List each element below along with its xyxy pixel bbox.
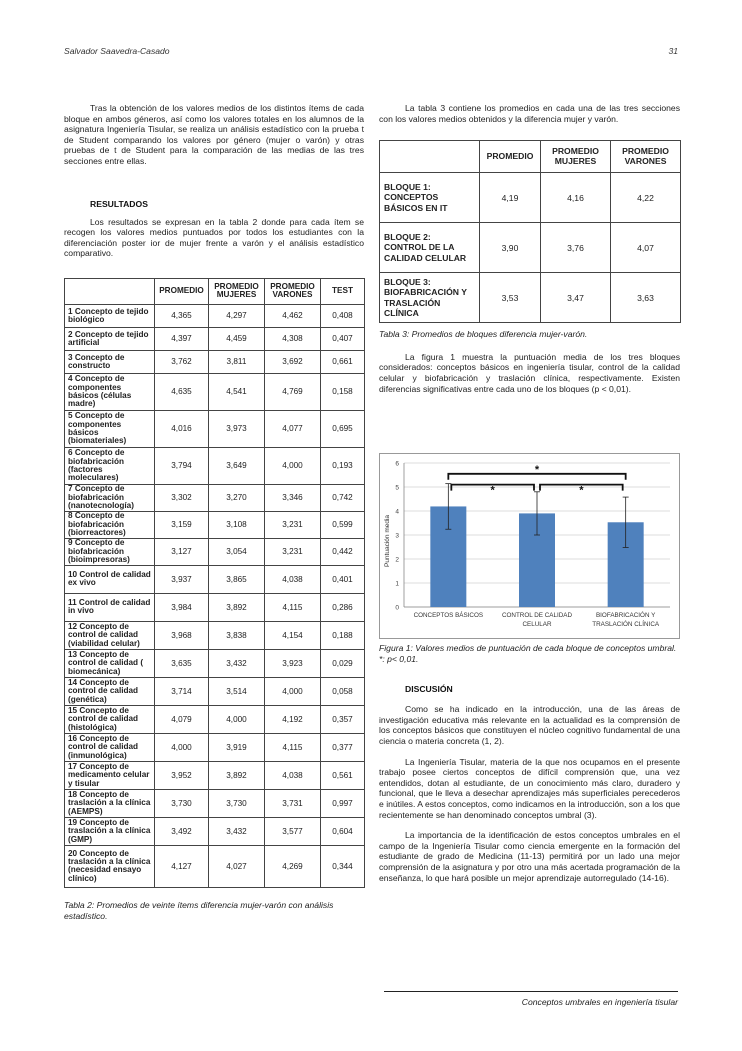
table2-cell-test: 0,661 bbox=[321, 350, 365, 373]
table2-row bbox=[65, 484, 365, 511]
discussion-paragraph-3: La importancia de la identificación de estos conceptos umbrales en el campo de la Ingeniería Tisular como ciencia emergente en la formación del estudiante de grado de Medicina (11-13) permitirá por un lado una mejor comprensión de la asignatura y por otro una más acertada programación de la enseñanza, lo que hará posible un mejor aprendizaje autorregulado (14-16). bbox=[379, 830, 680, 883]
results-heading: RESULTADOS bbox=[90, 198, 148, 209]
table2-cell-promedio: 3,984 bbox=[155, 593, 209, 621]
table3-row bbox=[380, 223, 681, 273]
table2-cell-mujeres: 3,514 bbox=[209, 677, 265, 705]
table2-cell-mujeres: 3,838 bbox=[209, 621, 265, 649]
table2-item-label: 3 Concepto de constructo bbox=[65, 350, 155, 373]
table2-row bbox=[65, 621, 365, 649]
left-column bbox=[64, 103, 364, 921]
table3-header-promedio: PROMEDIO bbox=[480, 141, 541, 173]
table2-cell-varones: 4,077 bbox=[265, 410, 321, 447]
table2-cell-mujeres: 4,027 bbox=[209, 845, 265, 887]
table2-cell-promedio: 4,079 bbox=[155, 705, 209, 733]
table2-item-label: 8 Concepto de biofabricación (biorreactores) bbox=[65, 511, 155, 538]
table2-cell-promedio: 4,365 bbox=[155, 304, 209, 327]
table2-item-label: 10 Control de calidad ex vivo bbox=[65, 565, 155, 593]
table2-cell-varones: 4,769 bbox=[265, 373, 321, 410]
table-3 bbox=[379, 140, 681, 323]
table2-item-label: 17 Concepto de medicamento celular y tisular bbox=[65, 761, 155, 789]
table2-cell-varones: 3,692 bbox=[265, 350, 321, 373]
table2-cell-test: 0,058 bbox=[321, 677, 365, 705]
table2-header-test: TEST bbox=[321, 278, 365, 304]
table2-cell-test: 0,407 bbox=[321, 327, 365, 350]
table2-cell-promedio: 3,159 bbox=[155, 511, 209, 538]
table3-header-empty bbox=[380, 141, 480, 173]
y-tick-label: 1 bbox=[395, 580, 399, 588]
table2-cell-varones: 3,731 bbox=[265, 789, 321, 817]
table2-cell-test: 0,599 bbox=[321, 511, 365, 538]
significance-asterisk: * bbox=[579, 484, 584, 497]
table2-cell-promedio: 3,968 bbox=[155, 621, 209, 649]
table2-row bbox=[65, 538, 365, 565]
table3-caption: Tabla 3: Promedios de bloques diferencia mujer-varón. bbox=[379, 329, 588, 340]
discussion-heading: DISCUSIÓN bbox=[405, 684, 453, 695]
table2-row bbox=[65, 304, 365, 327]
right-column bbox=[379, 103, 680, 883]
table3-block-label: BLOQUE 2: CONTROL DE LA CALIDAD CELULAR bbox=[380, 223, 480, 273]
table2-row bbox=[65, 373, 365, 410]
table2-row bbox=[65, 593, 365, 621]
x-category-label: CELULAR bbox=[522, 621, 552, 628]
table2-cell-test: 0,158 bbox=[321, 373, 365, 410]
table2-row bbox=[65, 327, 365, 350]
table2-cell-mujeres: 3,270 bbox=[209, 484, 265, 511]
table2-cell-promedio: 4,000 bbox=[155, 733, 209, 761]
x-category-label: BIOFABRICACIÓN Y bbox=[595, 612, 656, 619]
table2-cell-mujeres: 3,432 bbox=[209, 817, 265, 845]
table3-header-mujeres: PROMEDIO MUJERES bbox=[541, 141, 611, 173]
table2-row bbox=[65, 817, 365, 845]
table2-item-label: 18 Concepto de traslación a la clínica (AEMPS) bbox=[65, 789, 155, 817]
figure1-caption: Figura 1: Valores medios de puntuación de cada bloque de conceptos umbral. *: p< 0,01. bbox=[379, 643, 677, 664]
page-number: 31 bbox=[668, 46, 678, 56]
table2-cell-mujeres: 3,892 bbox=[209, 593, 265, 621]
discussion-paragraph-2: La Ingeniería Tisular, materia de la que nos ocupamos en el presente trabajo posee ciertos conceptos de difícil comprensión que, una vez entendidos, dotan al estudiante, de un conocimiento más claro, duradero y funcional, que le lleva a desechar aprendizajes más superficiales perecederos e inútiles. A estos conceptos, como indicamos en la introducción, son a los que recientemente se han denominado conceptos umbral (3). bbox=[379, 756, 680, 820]
y-tick-label: 3 bbox=[395, 532, 399, 540]
table2-cell-test: 0,029 bbox=[321, 649, 365, 677]
table2-cell-promedio: 3,635 bbox=[155, 649, 209, 677]
table2-caption: Tabla 2: Promedios de veinte ítems diferencia mujer-varón con análisis estadístico. bbox=[64, 899, 334, 921]
table2-cell-promedio: 3,730 bbox=[155, 789, 209, 817]
table3-intro-paragraph: La tabla 3 contiene los promedios en cada una de las tres secciones con los valores medios obtenidos y la diferencia mujer y varón. bbox=[379, 103, 680, 124]
table2-cell-promedio: 3,492 bbox=[155, 817, 209, 845]
table2-cell-mujeres: 3,649 bbox=[209, 447, 265, 484]
table3-row bbox=[380, 273, 681, 323]
table2-cell-test: 0,604 bbox=[321, 817, 365, 845]
table2-cell-varones: 3,346 bbox=[265, 484, 321, 511]
table2-cell-promedio: 4,016 bbox=[155, 410, 209, 447]
table2-row bbox=[65, 705, 365, 733]
bar-chart-svg bbox=[380, 454, 679, 638]
table2-cell-varones: 4,308 bbox=[265, 327, 321, 350]
y-tick-label: 2 bbox=[395, 556, 399, 564]
table2-cell-test: 0,188 bbox=[321, 621, 365, 649]
table2-cell-promedio: 3,127 bbox=[155, 538, 209, 565]
table2-row bbox=[65, 761, 365, 789]
table2-cell-promedio: 4,127 bbox=[155, 845, 209, 887]
table2-item-label: 4 Concepto de componentes básicos (células madre) bbox=[65, 373, 155, 410]
table2-item-label: 6 Concepto de biofabricación (factores moleculares) bbox=[65, 447, 155, 484]
table2-cell-promedio: 3,762 bbox=[155, 350, 209, 373]
table2-cell-test: 0,286 bbox=[321, 593, 365, 621]
table2-cell-promedio: 3,952 bbox=[155, 761, 209, 789]
table2-row bbox=[65, 733, 365, 761]
table2-row bbox=[65, 410, 365, 447]
table2-cell-test: 0,742 bbox=[321, 484, 365, 511]
table2-cell-test: 0,377 bbox=[321, 733, 365, 761]
table2-cell-mujeres: 3,730 bbox=[209, 789, 265, 817]
table2-cell-test: 0,408 bbox=[321, 304, 365, 327]
table2-item-label: 19 Concepto de traslación a la clínica (GMP) bbox=[65, 817, 155, 845]
table2-row bbox=[65, 565, 365, 593]
table2-cell-varones: 4,000 bbox=[265, 447, 321, 484]
table2-cell-mujeres: 3,919 bbox=[209, 733, 265, 761]
table3-cell-promedio: 3,53 bbox=[480, 273, 541, 323]
table2-item-label: 11 Control de calidad in vivo bbox=[65, 593, 155, 621]
y-axis-label: Puntuación media bbox=[384, 514, 391, 568]
table2-cell-test: 0,561 bbox=[321, 761, 365, 789]
table3-cell-varones: 4,07 bbox=[611, 223, 681, 273]
table2-cell-promedio: 3,794 bbox=[155, 447, 209, 484]
table2-cell-promedio: 3,937 bbox=[155, 565, 209, 593]
table3-cell-mujeres: 4,16 bbox=[541, 173, 611, 223]
discussion-paragraph-1: Como se ha indicado en la introducción, una de las áreas de investigación educativa más relevante en la actualidad es la comprensión de los conceptos básicos que constituyen el núcleo cognitivo fundamental de una ciencia o materia concreta (1, 2). bbox=[379, 704, 680, 746]
table2-row bbox=[65, 447, 365, 484]
table2-item-label: 7 Concepto de biofabricación (nanotecnología) bbox=[65, 484, 155, 511]
y-tick-label: 6 bbox=[395, 460, 399, 468]
table3-cell-varones: 3,63 bbox=[611, 273, 681, 323]
figure-intro-paragraph: La figura 1 muestra la puntuación media de los tres bloques considerados: conceptos básicos en ingeniería tisular, control de la calidad celular y biofabricación y traslación clínica, respectivamente. Existen diferencias significativas entre cada uno de los bloques (p < 0,01). bbox=[379, 351, 680, 394]
table2-cell-promedio: 3,302 bbox=[155, 484, 209, 511]
table2-cell-varones: 4,154 bbox=[265, 621, 321, 649]
table2-header-empty bbox=[65, 278, 155, 304]
table2-cell-varones: 4,115 bbox=[265, 733, 321, 761]
table3-block-label: BLOQUE 1: CONCEPTOS BÁSICOS EN IT bbox=[380, 173, 480, 223]
table-2 bbox=[64, 278, 365, 888]
significance-asterisk: * bbox=[490, 484, 495, 497]
footer-rule bbox=[384, 991, 678, 992]
table2-cell-varones: 4,462 bbox=[265, 304, 321, 327]
table3-cell-promedio: 3,90 bbox=[480, 223, 541, 273]
table3-cell-varones: 4,22 bbox=[611, 173, 681, 223]
table2-item-label: 5 Concepto de componentes básicos (biomateriales) bbox=[65, 410, 155, 447]
table2-cell-varones: 4,192 bbox=[265, 705, 321, 733]
table2-cell-test: 0,344 bbox=[321, 845, 365, 887]
table2-cell-test: 0,997 bbox=[321, 789, 365, 817]
intro-paragraph: Tras la obtención de los valores medios de los distintos ítems de cada bloque en ambos géneros, así como los valores totales en los alumnos de la asignatura Ingeniería Tisular, se realiza un análisis estadístico con la prueba t de Student comparando los valores por género (mujer o varón) y otras pruebas de t de Student para la comparación de las medias de las tres secciones entre ellas. bbox=[64, 103, 364, 166]
x-category-label: TRASLACIÓN CLÍNICA bbox=[592, 621, 660, 628]
y-tick-label: 0 bbox=[395, 604, 399, 612]
table2-row bbox=[65, 511, 365, 538]
table2-row bbox=[65, 649, 365, 677]
table2-row bbox=[65, 845, 365, 887]
x-category-label: CONCEPTOS BÁSICOS bbox=[413, 612, 484, 619]
table2-item-label: 20 Concepto de traslación a la clínica (necesidad ensayo clínico) bbox=[65, 845, 155, 887]
table2-cell-promedio: 4,397 bbox=[155, 327, 209, 350]
table2-cell-varones: 3,231 bbox=[265, 511, 321, 538]
table3-cell-promedio: 4,19 bbox=[480, 173, 541, 223]
table2-cell-test: 0,357 bbox=[321, 705, 365, 733]
table2-row bbox=[65, 677, 365, 705]
table2-cell-mujeres: 3,432 bbox=[209, 649, 265, 677]
table2-cell-test: 0,401 bbox=[321, 565, 365, 593]
results-paragraph: Los resultados se expresan en la tabla 2 donde para cada ítem se recogen los valores medios puntuados por todos los estudiantes con la diferenciación poster ior de mujer frente a varón y el análisis estadístico comparativo. bbox=[64, 216, 364, 259]
table2-cell-mujeres: 4,000 bbox=[209, 705, 265, 733]
footer-running-title: Conceptos umbrales en ingeniería tisular bbox=[521, 997, 678, 1007]
table2-cell-test: 0,442 bbox=[321, 538, 365, 565]
table2-cell-mujeres: 3,865 bbox=[209, 565, 265, 593]
table2-cell-mujeres: 3,054 bbox=[209, 538, 265, 565]
table2-item-label: 1 Concepto de tejido biológico bbox=[65, 304, 155, 327]
table2-cell-mujeres: 4,541 bbox=[209, 373, 265, 410]
table2-cell-varones: 4,000 bbox=[265, 677, 321, 705]
table2-cell-mujeres: 3,892 bbox=[209, 761, 265, 789]
table2-row bbox=[65, 789, 365, 817]
table2-cell-mujeres: 4,297 bbox=[209, 304, 265, 327]
table2-cell-mujeres: 3,811 bbox=[209, 350, 265, 373]
table2-cell-varones: 4,038 bbox=[265, 761, 321, 789]
table2-cell-test: 0,695 bbox=[321, 410, 365, 447]
table2-cell-test: 0,193 bbox=[321, 447, 365, 484]
table2-header-varones: PROMEDIO VARONES bbox=[265, 278, 321, 304]
x-category-label: CONTROL DE CALIDAD bbox=[501, 612, 573, 619]
figure-1-chart bbox=[379, 453, 680, 639]
significance-asterisk: * bbox=[534, 463, 540, 476]
table2-cell-varones: 4,269 bbox=[265, 845, 321, 887]
table2-cell-mujeres: 4,459 bbox=[209, 327, 265, 350]
table2-row bbox=[65, 350, 365, 373]
table3-cell-mujeres: 3,76 bbox=[541, 223, 611, 273]
table3-row bbox=[380, 173, 681, 223]
table2-cell-varones: 3,231 bbox=[265, 538, 321, 565]
table2-cell-varones: 4,038 bbox=[265, 565, 321, 593]
y-tick-label: 5 bbox=[395, 484, 399, 492]
table2-cell-varones: 3,577 bbox=[265, 817, 321, 845]
running-header-author: Salvador Saavedra-Casado bbox=[64, 46, 170, 56]
table2-header-mujeres: PROMEDIO MUJERES bbox=[209, 278, 265, 304]
table2-item-label: 16 Concepto de control de calidad (inmunológica) bbox=[65, 733, 155, 761]
table2-item-label: 15 Concepto de control de calidad (histológica) bbox=[65, 705, 155, 733]
table2-item-label: 2 Concepto de tejido artificial bbox=[65, 327, 155, 350]
table2-item-label: 9 Concepto de biofabricación (bioimpresoras) bbox=[65, 538, 155, 565]
table2-cell-promedio: 4,635 bbox=[155, 373, 209, 410]
table2-cell-varones: 4,115 bbox=[265, 593, 321, 621]
table2-cell-varones: 3,923 bbox=[265, 649, 321, 677]
table2-item-label: 14 Concepto de control de calidad (genética) bbox=[65, 677, 155, 705]
table3-block-label: BLOQUE 3: BIOFABRICACIÓN Y TRASLACIÓN CLÍNICA bbox=[380, 273, 480, 323]
table2-cell-promedio: 3,714 bbox=[155, 677, 209, 705]
table2-item-label: 13 Concepto de control de calidad ( biomecánica) bbox=[65, 649, 155, 677]
table2-cell-mujeres: 3,973 bbox=[209, 410, 265, 447]
table2-cell-mujeres: 3,108 bbox=[209, 511, 265, 538]
table2-item-label: 12 Concepto de control de calidad (viabilidad celular) bbox=[65, 621, 155, 649]
table3-header-varones: PROMEDIO VARONES bbox=[611, 141, 681, 173]
table2-header-promedio: PROMEDIO bbox=[155, 278, 209, 304]
table3-cell-mujeres: 3,47 bbox=[541, 273, 611, 323]
y-tick-label: 4 bbox=[395, 508, 399, 516]
